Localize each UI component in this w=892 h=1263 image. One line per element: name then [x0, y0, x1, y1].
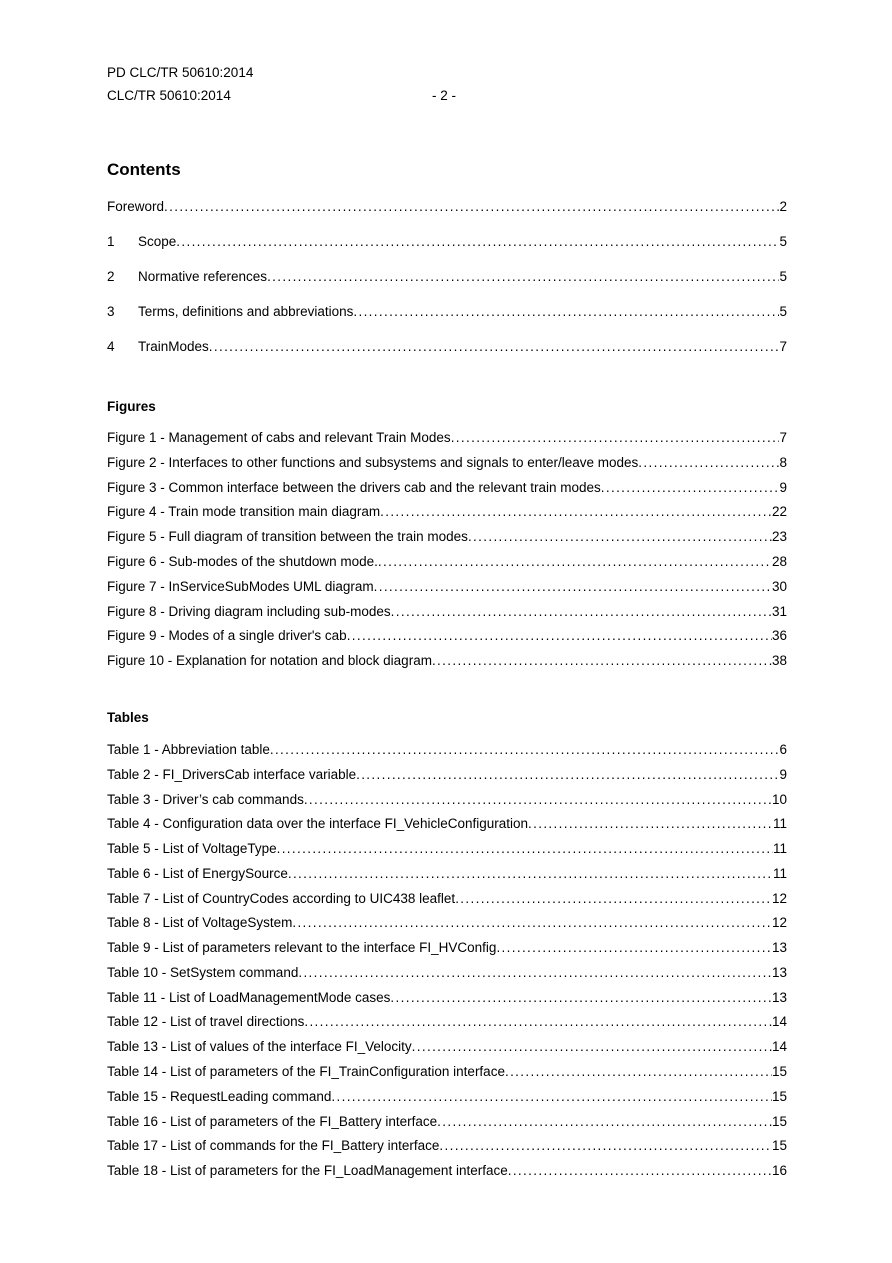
figure-entry-page: 30 [771, 579, 787, 594]
table-entry-page: 11 [772, 841, 787, 856]
table-entry[interactable] [107, 1013, 787, 1031]
table-entry[interactable] [107, 1063, 787, 1081]
table-entry-text: Table 5 - List of VoltageType [107, 841, 277, 856]
leader-dots [356, 766, 779, 784]
figure-entry-text: Figure 8 - Driving diagram including sub-modes [107, 604, 391, 619]
figure-entry-text: Figure 6 - Sub-modes of the shutdown mode. [107, 554, 378, 569]
leader-dots [432, 652, 772, 670]
toc-entry[interactable] [107, 268, 787, 286]
table-entry[interactable] [107, 1113, 787, 1131]
table-entry-page: 6 [779, 742, 787, 757]
table-entry-page: 15 [771, 1064, 787, 1079]
table-entry[interactable] [107, 1162, 787, 1180]
figure-entry-page: 7 [779, 430, 787, 445]
leader-dots [277, 840, 773, 858]
table-entry-page: 15 [771, 1114, 787, 1129]
tables-heading: Tables [107, 710, 149, 725]
figure-entry[interactable] [107, 503, 787, 521]
table-entry-page: 14 [771, 1039, 787, 1054]
toc-entry-number: 4 [107, 339, 115, 354]
leader-dots [374, 578, 772, 596]
leader-dots [468, 528, 772, 546]
leader-dots [412, 1038, 772, 1056]
figure-entry-text: Figure 1 - Management of cabs and relevant Train Modes [107, 430, 451, 445]
toc-entry-page: 5 [779, 234, 787, 249]
toc-entry-number: 1 [107, 234, 115, 249]
toc-entry[interactable] [107, 338, 787, 356]
table-entry[interactable] [107, 766, 787, 784]
figure-entry-text: Figure 9 - Modes of a single driver's cab [107, 628, 347, 643]
leader-dots [288, 865, 773, 883]
table-entry-page: 15 [771, 1138, 787, 1153]
figure-entry[interactable] [107, 652, 787, 670]
leader-dots [601, 479, 780, 497]
toc-entry-text: Terms, definitions and abbreviations [138, 304, 354, 319]
figure-entry[interactable] [107, 627, 787, 645]
table-entry-text: Table 8 - List of VoltageSystem [107, 915, 293, 930]
leader-dots [304, 791, 772, 809]
table-entry-page: 13 [771, 940, 787, 955]
table-entry-page: 11 [772, 866, 787, 881]
figure-entry-page: 22 [771, 504, 787, 519]
table-entry-page: 13 [771, 965, 787, 980]
figure-entry[interactable] [107, 528, 787, 546]
figure-entry-page: 23 [771, 529, 787, 544]
header-document-id-2: CLC/TR 50610:2014 [107, 88, 231, 103]
leader-dots [505, 1063, 772, 1081]
figure-entry-text: Figure 7 - InServiceSubModes UML diagram [107, 579, 374, 594]
figure-entry[interactable] [107, 553, 787, 571]
leader-dots [347, 627, 772, 645]
leader-dots [304, 1013, 772, 1031]
table-entry-page: 12 [771, 891, 787, 906]
toc-entry-text: Normative references [138, 269, 268, 284]
leader-dots [380, 503, 772, 521]
table-entry-text: Table 6 - List of EnergySource [107, 866, 288, 881]
table-entry[interactable] [107, 741, 787, 759]
toc-entry-page: 5 [779, 304, 787, 319]
table-entry-page: 11 [772, 816, 787, 831]
figure-entry-text: Figure 4 - Train mode transition main diagram [107, 504, 381, 519]
table-entry[interactable] [107, 840, 787, 858]
leader-dots [638, 454, 779, 472]
figure-entry[interactable] [107, 479, 787, 497]
figure-entry[interactable] [107, 603, 787, 621]
table-entry-text: Table 16 - List of parameters of the FI_Battery interface [107, 1114, 438, 1129]
figure-entry-page: 28 [771, 554, 787, 569]
figure-entry-text: Figure 5 - Full diagram of transition between the train modes [107, 529, 468, 544]
figure-entry-page: 36 [771, 628, 787, 643]
leader-dots [353, 303, 779, 321]
leader-dots [209, 338, 780, 356]
figure-entry-page: 31 [771, 604, 787, 619]
toc-entry-text: TrainModes [138, 339, 209, 354]
leader-dots [331, 1088, 772, 1106]
leader-dots [496, 939, 772, 957]
leader-dots [292, 914, 772, 932]
figure-entry-text: Figure 2 - Interfaces to other functions and subsystems and signals to enter/leave modes [107, 455, 639, 470]
leader-dots [439, 1137, 772, 1155]
leader-dots [508, 1162, 772, 1180]
table-entry-text: Table 14 - List of parameters of the FI_TrainConfiguration interface [107, 1064, 505, 1079]
figure-entry[interactable] [107, 578, 787, 596]
leader-dots [270, 741, 780, 759]
leader-dots [176, 233, 779, 251]
leader-dots [528, 815, 773, 833]
toc-entry-text: Scope [138, 234, 177, 249]
table-entry[interactable] [107, 1038, 787, 1056]
table-entry-text: Table 3 - Driver’s cab commands [107, 792, 304, 807]
figure-entry-page: 9 [779, 480, 787, 495]
header-document-id-1: PD CLC/TR 50610:2014 [107, 65, 254, 80]
table-entry[interactable] [107, 815, 787, 833]
contents-heading: Contents [107, 160, 181, 179]
table-entry-text: Table 18 - List of parameters for the FI_LoadManagement interface [107, 1163, 508, 1178]
leader-dots [298, 964, 772, 982]
table-entry-text: Table 17 - List of commands for the FI_Battery interface [107, 1138, 440, 1153]
toc-entry-text: Foreword [107, 199, 165, 214]
table-entry[interactable] [107, 939, 787, 957]
toc-entry-number: 3 [107, 304, 115, 319]
table-entry[interactable] [107, 989, 787, 1007]
table-entry[interactable] [107, 964, 787, 982]
figure-entry-page: 38 [771, 653, 787, 668]
table-entry-text: Table 10 - SetSystem command [107, 965, 299, 980]
table-entry-page: 12 [771, 915, 787, 930]
leader-dots [267, 268, 779, 286]
table-entry-text: Table 9 - List of parameters relevant to the interface FI_HVConfig [107, 940, 497, 955]
toc-entry-page: 7 [779, 339, 787, 354]
table-entry[interactable] [107, 1137, 787, 1155]
table-entry-page: 9 [779, 767, 787, 782]
table-entry-text: Table 11 - List of LoadManagementMode cases [107, 990, 391, 1005]
table-entry-text: Table 15 - RequestLeading command [107, 1089, 332, 1104]
table-entry[interactable] [107, 791, 787, 809]
table-entry-text: Table 7 - List of CountryCodes according to UIC438 leaflet [107, 891, 456, 906]
table-entry-page: 16 [771, 1163, 787, 1178]
table-entry-text: Table 12 - List of travel directions [107, 1014, 305, 1029]
leader-dots [390, 989, 772, 1007]
figures-heading: Figures [107, 399, 156, 414]
leader-dots [451, 429, 780, 447]
leader-dots [164, 198, 779, 216]
figure-entry-page: 8 [779, 455, 787, 470]
leader-dots [378, 553, 772, 571]
figure-entry[interactable] [107, 429, 787, 447]
table-entry-page: 13 [771, 990, 787, 1005]
leader-dots [455, 890, 772, 908]
leader-dots [437, 1113, 772, 1131]
table-entry[interactable] [107, 1088, 787, 1106]
table-entry[interactable] [107, 914, 787, 932]
toc-entry-page: 2 [779, 199, 787, 214]
figure-entry-text: Figure 10 - Explanation for notation and block diagram [107, 653, 432, 668]
table-entry-text: Table 2 - FI_DriversCab interface variable [107, 767, 357, 782]
toc-entry[interactable] [107, 233, 787, 251]
page-number: - 2 - [432, 88, 457, 103]
toc-entry-page: 5 [779, 269, 787, 284]
table-entry-page: 10 [771, 792, 787, 807]
table-entry-page: 14 [771, 1014, 787, 1029]
table-entry[interactable] [107, 865, 787, 883]
table-entry-text: Table 4 - Configuration data over the interface FI_VehicleConfiguration [107, 816, 529, 831]
leader-dots [391, 603, 772, 621]
figure-entry[interactable] [107, 454, 787, 472]
table-entry[interactable] [107, 890, 787, 908]
figure-entry-text: Figure 3 - Common interface between the drivers cab and the relevant train modes [107, 480, 601, 495]
table-entry-text: Table 13 - List of values of the interface FI_Velocity [107, 1039, 412, 1054]
table-entry-page: 15 [771, 1089, 787, 1104]
toc-entry-number: 2 [107, 269, 115, 284]
table-entry-text: Table 1 - Abbreviation table [107, 742, 270, 757]
toc-entry[interactable] [107, 198, 787, 216]
toc-entry[interactable] [107, 303, 787, 321]
